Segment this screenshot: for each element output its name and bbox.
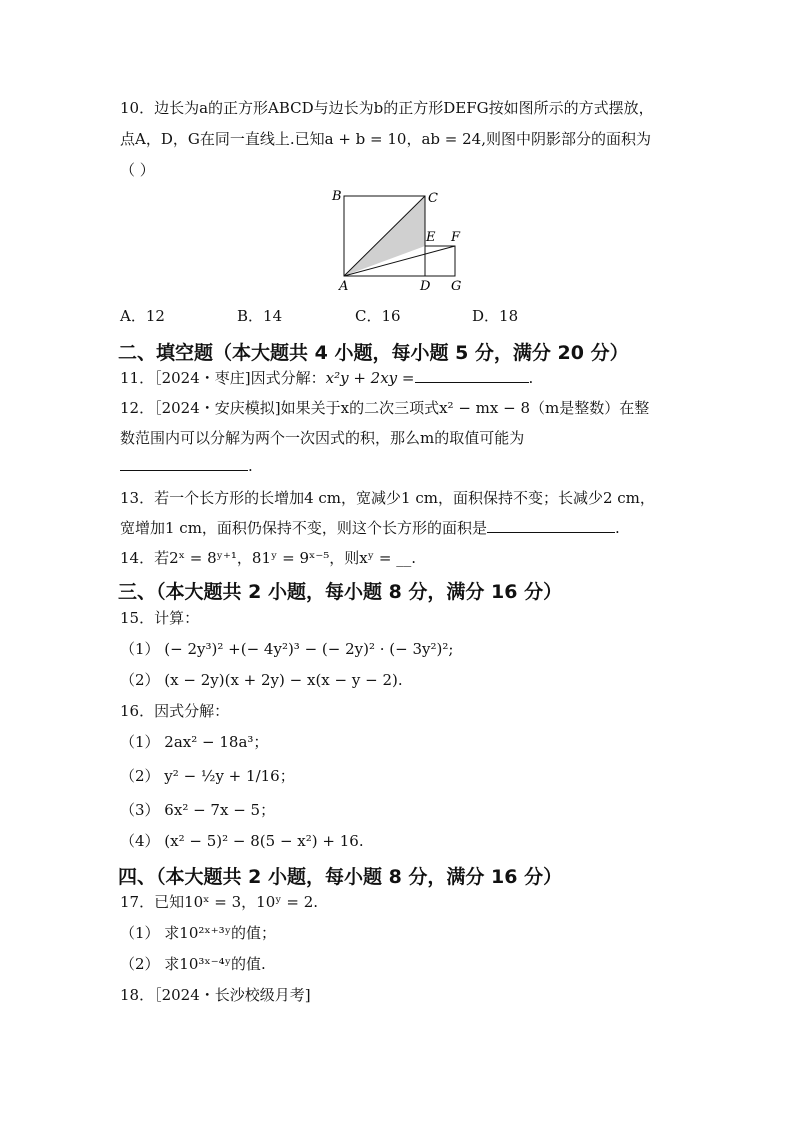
- q11-suffix: .: [528, 369, 534, 387]
- q16-title: 16．因式分解：: [120, 702, 230, 720]
- q15-title: 15．计算：: [120, 609, 200, 627]
- q17-item-2: （2） 求10³ˣ⁻⁴ʸ的值.: [120, 955, 266, 973]
- q10-line3: （ ）: [120, 161, 155, 179]
- q12-suffix: .: [248, 457, 253, 475]
- label-g: G: [451, 279, 462, 294]
- q10-option-d: D．18: [472, 307, 519, 325]
- section2-title: 二、填空题（本大题共 4 小题，每小题 5 分，满分 20 分）: [118, 342, 629, 364]
- q11-expr: x²y + 2xy =: [325, 369, 415, 387]
- q15-item-2: （2） (x − 2y)(x + 2y) − x(x − y − 2).: [120, 671, 403, 689]
- label-c: C: [428, 191, 438, 206]
- q10-option-b: B．14: [237, 307, 283, 325]
- q13-line2-text: 宽增加1 cm，面积仍保持不变，则这个长方形的面积是: [120, 519, 487, 537]
- q13-suffix: .: [614, 519, 620, 537]
- q12-answer: [120, 456, 253, 475]
- q15-item-1: （1） (− 2y³)² +(− 4y²)³ − (− 2y)² · (− 3y²)²;: [120, 640, 454, 658]
- label-b: B: [332, 189, 342, 204]
- q13-line1: 13．若一个长方形的长增加4 cm，宽减少1 cm，面积保持不变；长减少2 cm，: [120, 489, 655, 507]
- q10-option-c: C．16: [355, 307, 401, 325]
- q16-item-1: （1） 2ax² − 18a³；: [120, 733, 269, 751]
- q11: [120, 367, 533, 388]
- label-e: E: [426, 230, 436, 245]
- q12-line1: 12．［2024・安庆模拟]如果关于x的二次三项式x² − mx − 8（m是整数）在整: [120, 399, 650, 417]
- label-a: A: [339, 279, 349, 294]
- q16-item-4: （4） (x² − 5)² − 8(5 − x²) + 16.: [120, 832, 364, 850]
- q17-title: 17．已知10ˣ = 3，10ʸ = 2.: [120, 893, 319, 911]
- q10-line1: 10．边长为a的正方形ABCD与边长为b的正方形DEFG按如图所示的方式摆放，: [120, 99, 654, 117]
- section3-title: 三、（本大题共 2 小题，每小题 8 分，满分 16 分）: [118, 581, 563, 603]
- section4-title: 四、（本大题共 2 小题，每小题 8 分，满分 16 分）: [118, 866, 563, 888]
- label-d: D: [420, 279, 431, 294]
- q16-item-3: （3） 6x² − 7x − 5；: [120, 801, 276, 819]
- q17-item-1: （1） 求10²ˣ⁺³ʸ的值；: [120, 924, 277, 942]
- q10-figure: [330, 186, 470, 294]
- q13-answer-blank[interactable]: [487, 518, 615, 533]
- q12-line2: 数范围内可以分解为两个一次因式的积，那么m的取值可能为: [120, 429, 525, 447]
- q12-answer-blank[interactable]: [120, 456, 248, 471]
- q11-prefix: 11．［2024・枣庄]因式分解：: [120, 369, 326, 387]
- q10-option-a: A．12: [120, 307, 165, 325]
- q18-title: 18．［2024・长沙校级月考]: [120, 986, 311, 1004]
- q10-line2: 点A，D，G在同一直线上.已知a + b = 10，ab = 24,则图中阴影部分的面积为: [120, 130, 651, 148]
- q13-line2: [120, 517, 620, 538]
- q14: 14．若2ˣ = 8ʸ⁺¹，81ʸ = 9ˣ⁻⁵，则xʸ = __.: [120, 549, 416, 567]
- label-f: F: [451, 230, 461, 245]
- q11-answer-blank[interactable]: [415, 368, 529, 383]
- q16-item-2: （2） y² − ½y + 1/16；: [120, 767, 295, 785]
